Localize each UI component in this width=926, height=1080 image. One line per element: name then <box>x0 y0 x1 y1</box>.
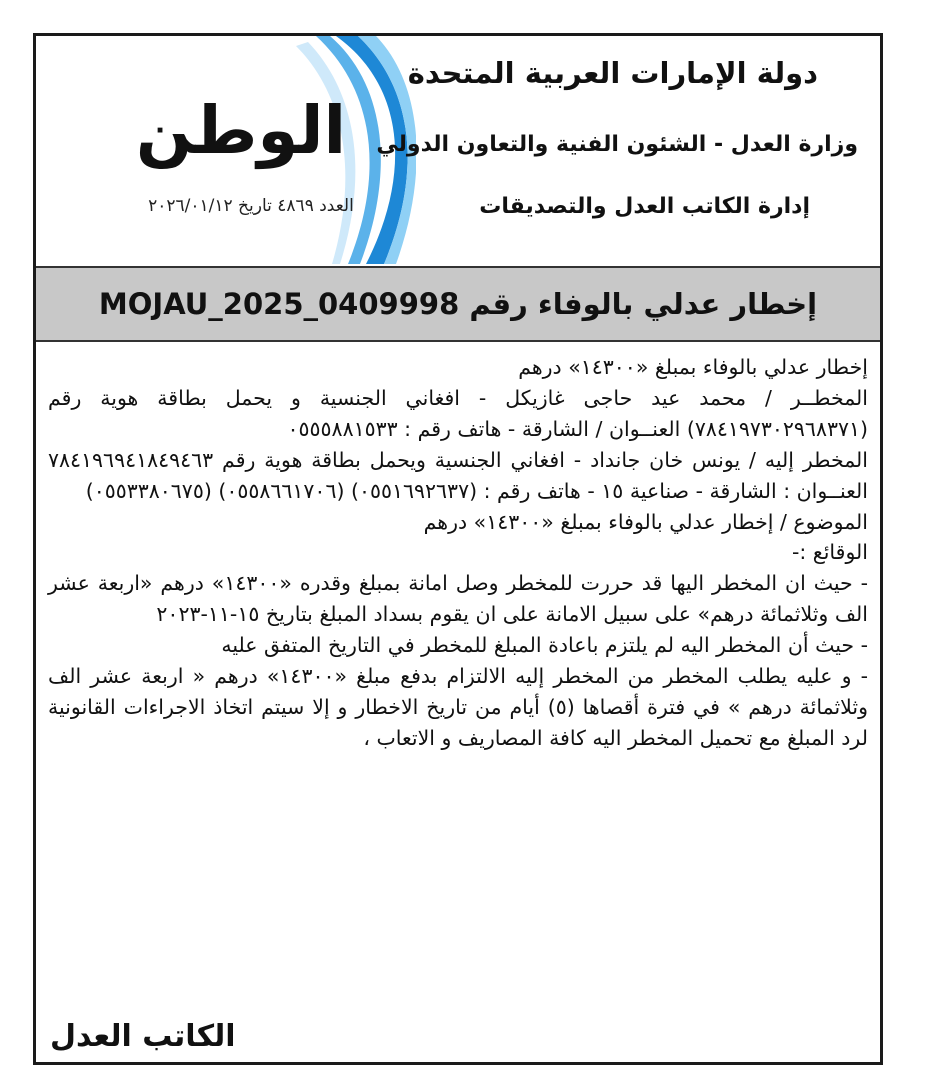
paragraph-intro: إخطار عدلي بالوفاء بمبلغ «١٤٣٠٠» درهم <box>518 355 868 379</box>
paragraph-facts-heading: الوقائع :- <box>791 540 868 565</box>
notice-frame <box>33 33 883 1065</box>
issue-line: العدد ٤٨٦٩ تاريخ ٢٠٢٦/٠١/١٢ <box>148 196 354 216</box>
paragraph-subject: الموضوع / إخطار عدلي بالوفاء بمبلغ «١٤٣٠٠» درهم <box>423 509 868 534</box>
paragraph-fact-1: - حيث ان المخطر اليها قد حررت للمخطر وصل امانة بمبلغ وقدره «١٤٣٠٠» درهم «اربعة عشر الف وثلاثمائة درهم» على سبيل الامانة على ان يقوم بسداد المبلغ بتاريخ ١٥-١١-٢٠٢٣ <box>48 571 868 627</box>
paragraph-fact-2: - حيث أن المخطر اليه لم يلتزم باعادة المبلغ للمخطر في التاريخ المتفق عليه <box>221 633 868 658</box>
paragraph-notifier: المخطــر / محمد عيد حاجى غازيكل - افغاني الجنسية و يحمل بطاقة هوية رقم (٧٨٤١٩٧٣٠٢٩٦٨٣٧١) العنــوان / الشارقة - هاتف رقم : ٠٥٥٥٨٨١٥٣٣ <box>48 385 868 441</box>
newspaper-name: الوطن <box>135 92 347 169</box>
header <box>36 36 880 264</box>
ministry-line: وزارة العدل - الشئون الفنية والتعاون الدولي <box>376 132 858 157</box>
notice-title-bar <box>36 266 880 342</box>
notice-body <box>48 352 868 754</box>
country-title: دولة الإمارات العربية المتحدة <box>407 56 818 90</box>
paragraph-demand: - و عليه يطلب المخطر من المخطر إليه الالتزام بدفع مبلغ «١٤٣٠٠» درهم « اربعة عشر الف وثلاثمائة درهم » في فترة أقصاها (٥) أيام من تاريخ الاخطار و إلا سيتم اتخاذ الاجراءات القانونية لرد المبلغ مع تحميل المخطر اليه كافة المصاريف و الاتعاب ، <box>48 664 868 750</box>
notice-title: إخطار عدلي بالوفاء رقم MOJAU_2025_0409998 <box>98 287 818 321</box>
paragraph-notified: المخطر إليه / يونس خان جانداد - افغاني الجنسية ويحمل بطاقة هوية رقم ٧٨٤١٩٦٩٤١٨٤٩٤٦٣ العنــوان : الشارقة - صناعية ١٥ - هاتف رقم : (٠٥٥١٦٩٢٦٣٧) (٠٥٥٨٦٦١٧٠٦) (٠٥٥٣٣٨٠٦٧٥) <box>48 447 868 503</box>
newspaper-logo <box>96 36 416 264</box>
department-line: إدارة الكاتب العدل والتصديقات <box>479 194 810 219</box>
signature: الكاتب العدل <box>50 1019 236 1054</box>
